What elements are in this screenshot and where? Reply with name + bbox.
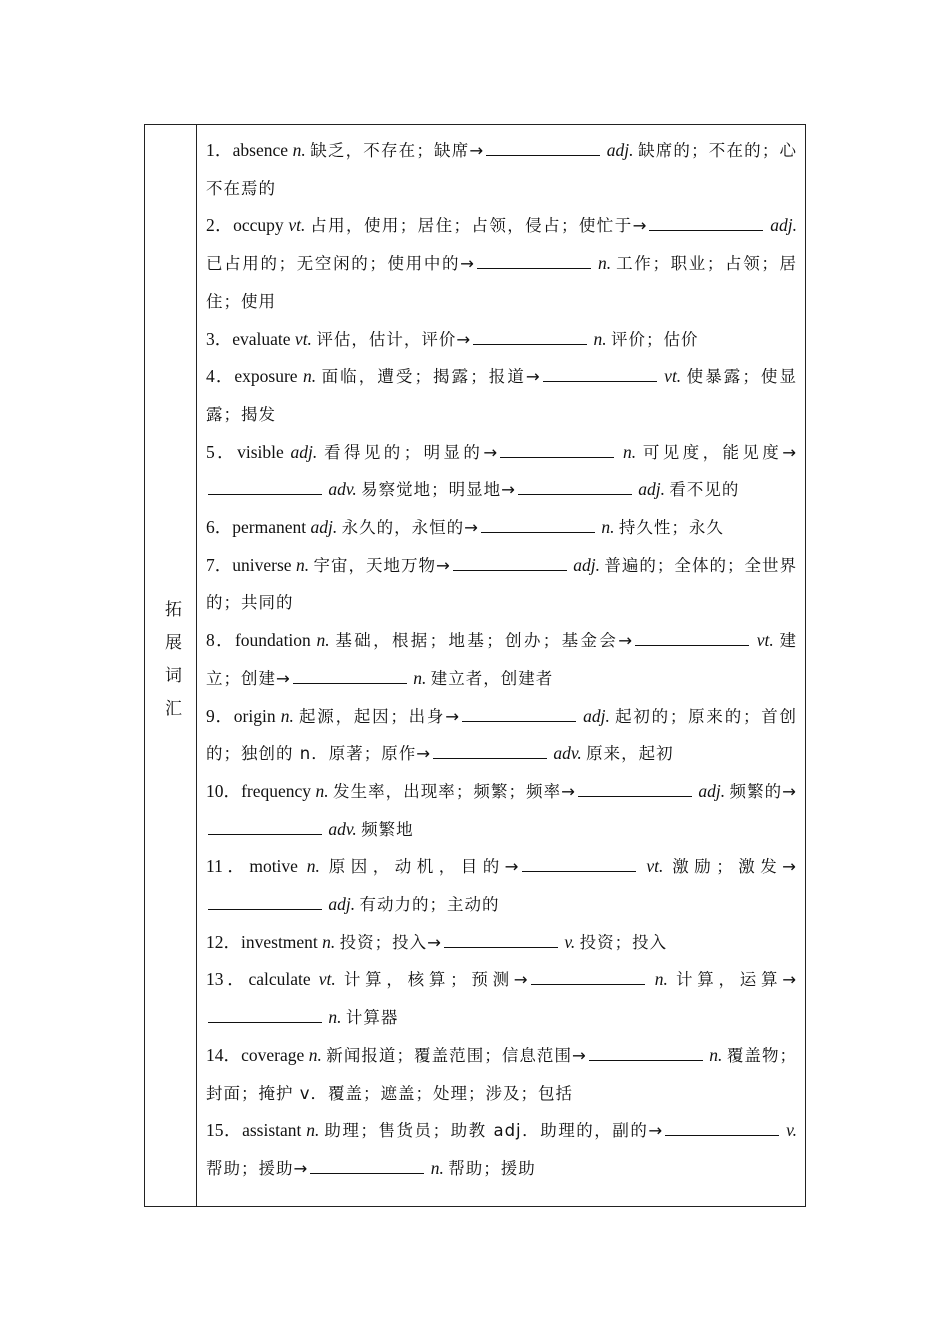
- vocab-entry: [206, 1037, 797, 1112]
- entry-number: 13．: [206, 969, 249, 990]
- part-of-speech: v.: [781, 1120, 798, 1141]
- entry-number: 6．: [206, 517, 233, 538]
- answer-blank[interactable]: [531, 966, 645, 985]
- definition: 评价；估价: [611, 329, 699, 349]
- part-of-speech: vt.: [294, 328, 317, 349]
- definition: 缺乏，不存在；缺席→: [310, 141, 485, 160]
- definition: 帮助；援助: [448, 1158, 536, 1178]
- entry-number: 1．: [206, 140, 233, 160]
- definition: 看不见的: [669, 480, 740, 500]
- answer-blank[interactable]: [208, 1004, 322, 1023]
- part-of-speech: v.: [560, 931, 580, 952]
- vocab-entry: [206, 509, 797, 547]
- part-of-speech: adv.: [324, 818, 362, 839]
- part-of-speech: n.: [596, 517, 619, 538]
- vocab-entry: [206, 434, 797, 509]
- definition: 易察觉地；明显地→: [361, 480, 516, 500]
- definition: 计算，运算→: [676, 970, 798, 990]
- definition: 激励；激发→: [672, 857, 798, 877]
- definition: 起源，起因；出身→: [299, 706, 461, 726]
- answer-blank[interactable]: [649, 212, 763, 231]
- part-of-speech: n.: [408, 667, 431, 688]
- part-of-speech: vt.: [637, 856, 673, 877]
- definition: 原来，起初: [586, 744, 674, 764]
- entry-number: 7．: [206, 554, 233, 575]
- answer-blank[interactable]: [208, 476, 322, 495]
- entry-number: 8．: [206, 630, 235, 651]
- vocab-entry: [206, 848, 797, 923]
- definition: 永久的，永恒的→: [341, 518, 479, 538]
- part-of-speech: n.: [589, 328, 612, 349]
- vocab-entry: [206, 698, 797, 773]
- answer-blank[interactable]: [477, 250, 591, 269]
- definition: 原因，动机，目的→: [328, 857, 520, 877]
- definition: 面临，遭受；揭露；报道→: [321, 367, 541, 387]
- definition: 计算，核算；预测→: [343, 970, 529, 990]
- part-of-speech: n.: [322, 931, 340, 952]
- answer-blank[interactable]: [433, 740, 547, 759]
- section-label-cell: [145, 125, 197, 1206]
- part-of-speech: adj.: [693, 780, 730, 801]
- entry-number: 9．: [206, 705, 234, 726]
- vocabulary-table: [144, 124, 806, 1207]
- entry-number: 15．: [206, 1120, 243, 1141]
- part-of-speech: adj.: [602, 140, 639, 160]
- entry-word: assistant: [242, 1120, 307, 1141]
- part-of-speech: vt.: [658, 366, 687, 387]
- part-of-speech: n.: [324, 1007, 346, 1028]
- definition: 起初的；原来的；首创的；独创的 n．原著；原作→: [206, 706, 798, 764]
- part-of-speech: n.: [316, 630, 336, 651]
- entry-word: coverage: [241, 1044, 309, 1065]
- vocab-entry: [206, 207, 797, 320]
- part-of-speech: n.: [280, 705, 300, 726]
- entry-word: absence: [232, 140, 293, 160]
- entry-word: frequency: [241, 780, 316, 801]
- definition: 已占用的；无空闲的；使用中的→: [206, 254, 475, 274]
- entries-cell: [197, 125, 805, 1206]
- part-of-speech: adj.: [310, 517, 342, 538]
- part-of-speech: adj.: [568, 554, 605, 575]
- entry-number: 4．: [206, 366, 235, 387]
- definition: 占用，使用；居住；占领，侵占；使忙于→: [310, 216, 648, 236]
- part-of-speech: n.: [315, 780, 334, 801]
- definition: 基础，根据；地基；创办；基金会→: [335, 631, 634, 651]
- part-of-speech: n.: [592, 253, 617, 274]
- definition: 评估，估计，评价→: [316, 329, 472, 349]
- answer-blank[interactable]: [293, 665, 407, 684]
- entry-word: visible: [237, 441, 291, 462]
- definition: 发生率，出现率；频繁；频率→: [333, 781, 576, 801]
- entry-number: 11．: [206, 856, 250, 877]
- answer-blank[interactable]: [543, 363, 657, 382]
- vocab-entry: [206, 1112, 797, 1187]
- entry-word: origin: [233, 705, 281, 726]
- definition: 助理；售货员；助教 adj．助理的，副的→: [324, 1121, 664, 1141]
- definition: 宇宙，天地万物→: [313, 555, 451, 575]
- part-of-speech: adj.: [290, 441, 325, 462]
- part-of-speech: vt.: [318, 969, 344, 990]
- definition: 投资；投入→: [339, 932, 442, 952]
- definition: 持久性；永久: [618, 518, 724, 538]
- definition: 新闻报道；覆盖范围；信息范围→: [326, 1045, 587, 1065]
- entry-number: 12．: [206, 931, 241, 952]
- vocab-entry: [206, 961, 797, 1036]
- vocab-entry: [206, 358, 797, 433]
- part-of-speech: adj.: [765, 215, 797, 236]
- entry-word: calculate: [248, 969, 319, 990]
- answer-blank[interactable]: [462, 703, 576, 722]
- answer-blank[interactable]: [208, 816, 322, 835]
- vocab-entry: [206, 622, 797, 697]
- answer-blank[interactable]: [310, 1155, 424, 1174]
- definition: 投资；投入: [579, 932, 668, 952]
- entry-number: 5．: [206, 441, 238, 462]
- entry-word: motive: [249, 856, 307, 877]
- entry-word: investment: [241, 931, 323, 952]
- entry-word: universe: [232, 554, 296, 575]
- answer-blank[interactable]: [481, 514, 595, 533]
- definition: 帮助；援助→: [206, 1158, 309, 1178]
- definition: 频繁地: [361, 819, 414, 839]
- answer-blank[interactable]: [473, 326, 587, 345]
- part-of-speech: adj.: [633, 479, 670, 500]
- section-label: 拓展词汇: [161, 599, 181, 732]
- definition: 覆盖物；封面；掩护 v．覆盖；遮盖；处理；涉及；包括: [206, 1045, 798, 1103]
- answer-blank[interactable]: [453, 552, 567, 571]
- answer-blank[interactable]: [500, 439, 614, 458]
- definition: 工作；职业；占领；居住；使用: [206, 254, 798, 311]
- definition: 普遍的；全体的；全世界的；共同的: [206, 555, 797, 613]
- answer-blank[interactable]: [522, 853, 636, 872]
- part-of-speech: vt.: [288, 215, 311, 236]
- entry-word: exposure: [234, 366, 304, 387]
- answer-blank[interactable]: [635, 627, 749, 646]
- definition: 建立；创建→: [206, 631, 798, 688]
- part-of-speech: n.: [426, 1157, 449, 1178]
- entry-number: 3．: [206, 328, 233, 349]
- entry-number: 2．: [206, 215, 234, 236]
- definition: 看得见的；明显的→: [324, 442, 499, 462]
- part-of-speech: n.: [295, 554, 314, 575]
- answer-blank[interactable]: [518, 476, 632, 495]
- part-of-speech: adv.: [324, 479, 362, 500]
- part-of-speech: n.: [306, 856, 329, 877]
- answer-blank[interactable]: [444, 929, 558, 948]
- entry-number: 10．: [206, 780, 242, 801]
- definition: 建立者，创建者: [430, 668, 554, 688]
- definition: 缺席的；不在的；心不在焉的: [206, 141, 798, 198]
- entry-word: foundation: [234, 630, 317, 651]
- answer-blank[interactable]: [589, 1042, 703, 1061]
- entry-word: occupy: [233, 215, 289, 236]
- part-of-speech: n.: [306, 1120, 325, 1141]
- vocab-entry: [206, 321, 797, 359]
- part-of-speech: n.: [646, 969, 676, 990]
- definition: 使暴露；使显露；揭发: [206, 367, 798, 424]
- definition: 有动力的；主动的: [359, 895, 500, 915]
- part-of-speech: vt.: [751, 630, 780, 651]
- vocab-entry: [206, 547, 797, 622]
- answer-blank[interactable]: [208, 891, 322, 910]
- part-of-speech: n.: [303, 366, 322, 387]
- definition: 频繁的→: [729, 781, 797, 801]
- part-of-speech: n.: [308, 1044, 327, 1065]
- part-of-speech: n.: [616, 441, 643, 462]
- entry-word: evaluate: [232, 328, 295, 349]
- vocab-entry: [206, 924, 797, 962]
- entry-number: 14．: [206, 1044, 242, 1065]
- answer-blank[interactable]: [578, 778, 692, 797]
- part-of-speech: adj.: [578, 705, 616, 726]
- part-of-speech: adj.: [324, 894, 360, 915]
- definition: 可见度，能见度→: [642, 442, 798, 462]
- part-of-speech: adv.: [549, 743, 587, 764]
- answer-blank[interactable]: [665, 1117, 779, 1136]
- part-of-speech: n.: [704, 1044, 727, 1065]
- vocab-entry: [206, 132, 797, 207]
- vocab-entry: [206, 773, 797, 848]
- entry-word: permanent: [232, 517, 311, 538]
- answer-blank[interactable]: [486, 137, 600, 156]
- definition: 计算器: [345, 1008, 399, 1028]
- part-of-speech: n.: [292, 140, 311, 160]
